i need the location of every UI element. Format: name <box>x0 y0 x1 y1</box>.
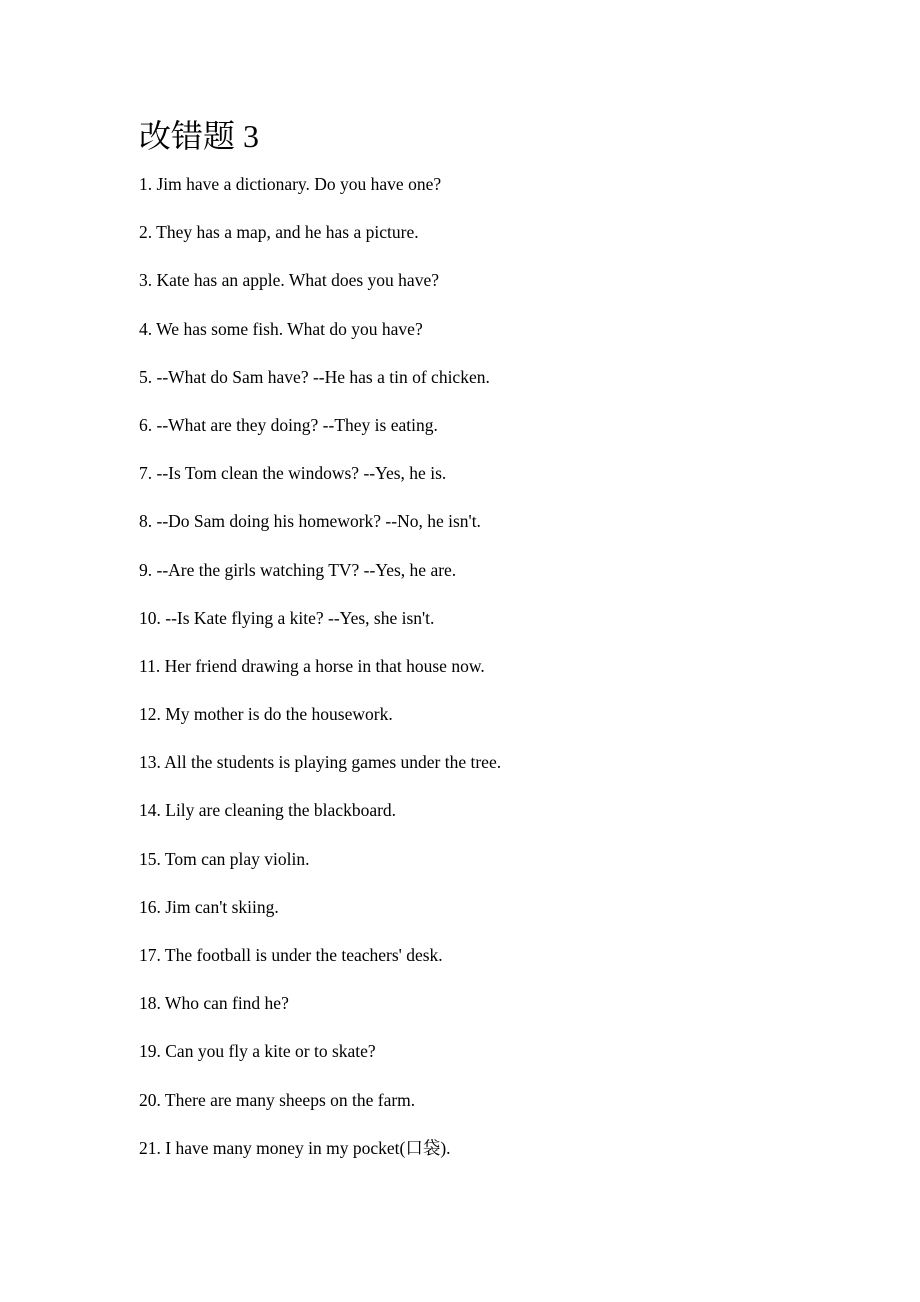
list-item: 11. Her friend drawing a horse in that house now. <box>139 655 485 676</box>
exercise-list <box>139 170 501 1182</box>
list-item: 19. Can you fly a kite or to skate? <box>139 1041 376 1062</box>
list-item: 4. We has some fish. What do you have? <box>139 318 423 339</box>
list-item: 6. --What are they doing? --They is eating. <box>139 414 438 435</box>
list-item: 13. All the students is playing games under the tree. <box>139 752 502 773</box>
list-item: 21. I have many money in my pocket(口袋). <box>139 1137 451 1158</box>
list-item: 20. There are many sheeps on the farm. <box>139 1089 416 1110</box>
page-title: 改错题 3 <box>139 118 260 154</box>
list-item: 1. Jim have a dictionary. Do you have one? <box>139 174 442 194</box>
list-item: 8. --Do Sam doing his homework? --No, he isn't. <box>139 511 481 532</box>
list-item: 16. Jim can't skiing. <box>139 896 279 917</box>
list-item: 14. Lily are cleaning the blackboard. <box>139 800 397 821</box>
list-item: 3. Kate has an apple. What does you have? <box>139 270 439 291</box>
list-item: 12. My mother is do the housework. <box>139 704 393 725</box>
list-item: 10. --Is Kate flying a kite? --Yes, she isn't. <box>139 607 435 628</box>
list-item: 5. --What do Sam have? --He has a tin of chicken. <box>139 366 490 387</box>
list-item: 2. They has a map, and he has a picture. <box>139 222 419 243</box>
list-item: 17. The football is under the teachers' desk. <box>139 945 443 965</box>
list-item: 9. --Are the girls watching TV? --Yes, he are. <box>139 559 457 580</box>
list-item: 15. Tom can play violin. <box>139 848 310 869</box>
list-item: 7. --Is Tom clean the windows? --Yes, he is. <box>139 463 447 484</box>
list-item: 18. Who can find he? <box>139 993 289 1014</box>
